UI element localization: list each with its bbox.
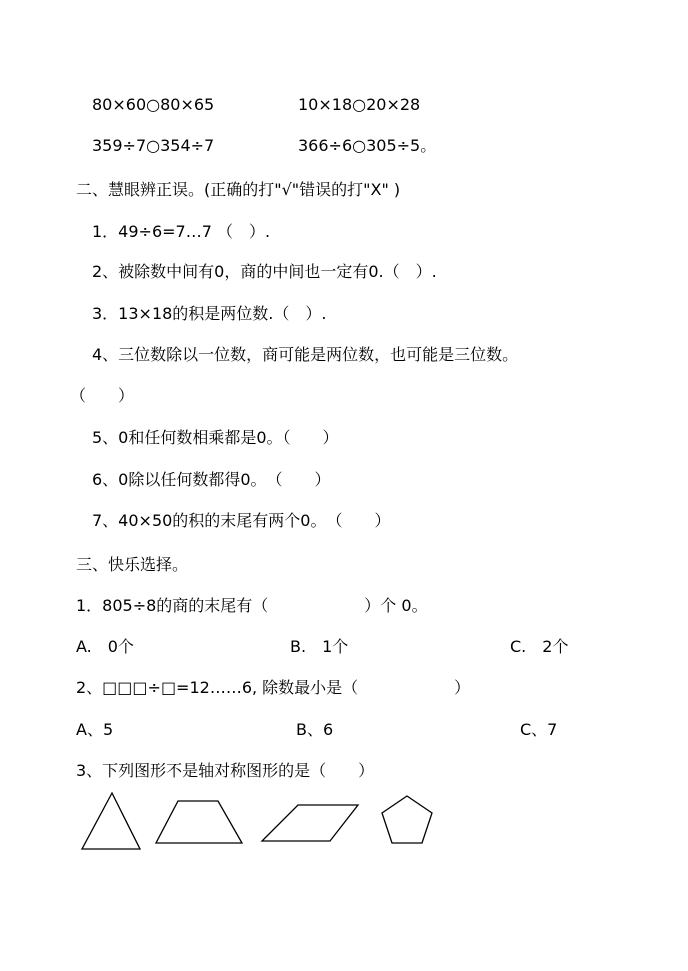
judge-item-3: 3．13×18的积是两位数.（ ）.	[92, 304, 327, 323]
choice-q1-option-a: A. 0个	[76, 637, 134, 656]
compare-1-right: 10×18○20×28	[298, 95, 421, 114]
compare-1-left: 80×60○80×65	[92, 95, 215, 114]
choice-q2-option-b: B、6	[296, 720, 334, 739]
section-3-title: 三、快乐选择。	[76, 555, 189, 574]
judge-item-4: 4、三位数除以一位数，商可能是两位数，也可能是三位数。	[92, 345, 519, 364]
choice-q2-option-a: A、5	[76, 720, 114, 739]
judge-item-4-paren: （ ）	[70, 386, 135, 405]
triangle-shape	[82, 793, 140, 849]
compare-2-right: 366÷6○305÷5。	[298, 136, 437, 155]
choice-q2-option-c: C、7	[520, 720, 558, 739]
trapezoid-shape	[156, 801, 242, 843]
compare-2-left: 359÷7○354÷7	[92, 136, 215, 155]
choice-q1: 1．805÷8的商的末尾有（ ）个 0。	[76, 596, 428, 615]
choice-q1-option-b: B. 1个	[290, 637, 349, 656]
judge-item-7: 7、40×50的积的末尾有两个0。 （ ）	[92, 511, 391, 530]
choice-q2: 2、□□□÷□=12……6, 除数最小是（ ）	[76, 678, 471, 697]
judge-item-2: 2、被除数中间有0，商的中间也一定有0.（ ）.	[92, 262, 437, 281]
section-2-title: 二、慧眼辨正误。(正确的打"√"错误的打"X" )	[76, 180, 401, 199]
judge-item-6: 6、0除以任何数都得0。 （ ）	[92, 470, 331, 489]
pentagon-shape	[382, 796, 432, 843]
choice-q3: 3、下列图形不是轴对称图形的是（ ）	[76, 761, 375, 780]
judge-item-1: 1．49÷6=7…7 （ ）.	[92, 222, 271, 241]
judge-item-5: 5、0和任何数相乘都是0。（ ）	[92, 428, 339, 447]
parallelogram-shape	[262, 805, 358, 841]
shape-options	[70, 785, 450, 855]
choice-q1-option-c: C. 2个	[510, 637, 569, 656]
